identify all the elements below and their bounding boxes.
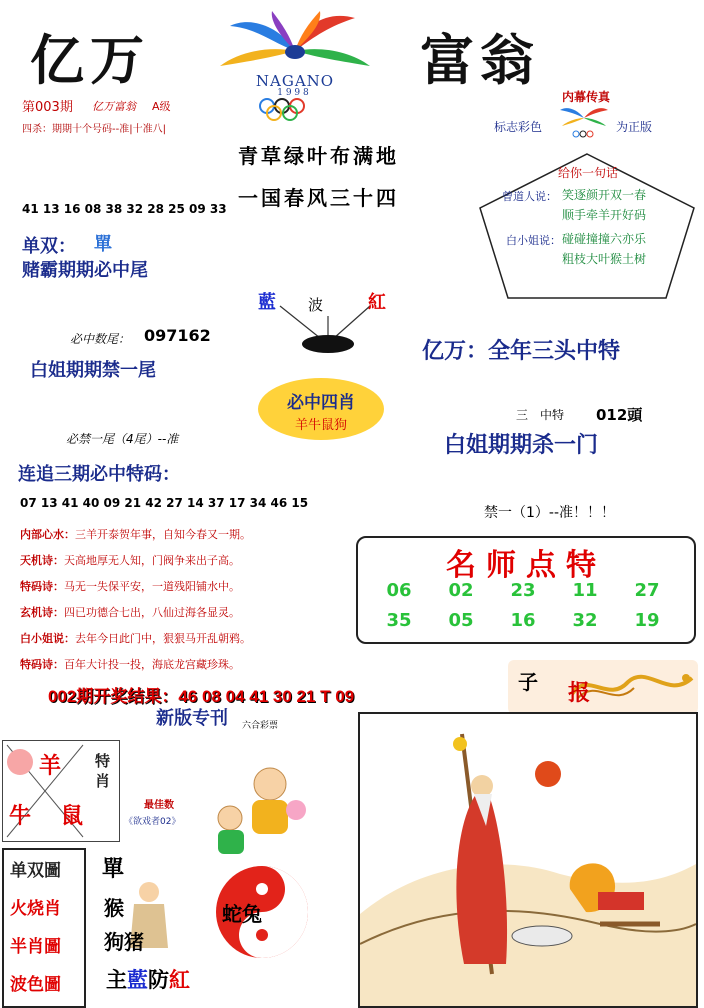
sentence-title: 给你一句话: [558, 166, 619, 180]
poem-label: 玄机诗：: [20, 606, 64, 619]
couplet-line1: 青草绿叶布满地: [238, 144, 399, 168]
badge-sub: 《欲戏者02》: [124, 817, 181, 827]
children-icon: [200, 760, 310, 860]
badge-title: 最佳数: [144, 800, 174, 811]
animal-niu: 牛: [9, 803, 32, 829]
zhuankan-logo: [156, 704, 296, 734]
speaker-1: 曾道人说：: [502, 190, 557, 203]
santou-slogan: 白姐期期杀一门: [444, 433, 599, 458]
best-badge: [124, 796, 208, 836]
yinyang: [212, 862, 312, 962]
poem-text: 四已功德合七出，八仙过海各显灵。: [64, 606, 240, 619]
sixiao-title: 必中四肖: [287, 393, 355, 413]
mingshi-title: 名师点特: [446, 548, 606, 583]
poem-label: 特码诗：: [20, 658, 64, 671]
shuwei-slogan: 白姐期期禁一尾: [30, 360, 156, 381]
issue-grade: A级: [152, 100, 171, 113]
danshuang-slogan: 赌霸期期必中尾: [22, 260, 148, 281]
bose-blue: 藍: [258, 292, 276, 313]
jinyiwei-text: 必禁一尾（4尾）--准: [66, 432, 179, 446]
couplet-line2: 一国春风三十四: [238, 186, 399, 210]
poem-label: 天机诗：: [20, 554, 64, 567]
sentence-2b: 粗枝大叶猴土树: [562, 252, 647, 266]
poem-list: [20, 526, 360, 682]
zibao-banner: [508, 660, 698, 714]
poem-line: [20, 604, 360, 630]
mingshi-number: 23: [510, 580, 536, 601]
result-text: 002期开奖结果：46 08 04 41 30 21 T 09: [48, 687, 355, 706]
tu-row-1: 单双圖: [10, 861, 61, 881]
nagano-logo: [210, 6, 380, 124]
sentence-1a: 笑逐颜开双一春: [562, 188, 647, 202]
flower-logo-icon: [210, 6, 380, 124]
logo-year: 1 9 9 8: [277, 88, 309, 98]
tu-row-4: 波色圖: [10, 975, 61, 995]
neimu-title: 内幕传真: [562, 90, 611, 104]
mingshi-row-2: [368, 610, 678, 631]
logo-text: NAGANO: [255, 72, 335, 90]
issue-number: 第003期: [22, 100, 73, 115]
zhufang-line: [106, 964, 190, 994]
issue-note: 四杀：期期十个号码--准|十准八|: [22, 124, 166, 135]
zhuankan-sub: 六合彩票: [242, 721, 279, 731]
poem-label: 内部心水：: [20, 528, 75, 541]
poem-line: [20, 526, 360, 552]
santou-label: 三 中特: [516, 408, 565, 422]
numbers-row-1: 41 13 16 08 38 32 28 25 09 33: [22, 202, 227, 216]
lianzhui-title: 连追三期必中特码：: [18, 464, 180, 485]
hou-text: 猴: [104, 896, 124, 920]
danshuang-value: 單: [94, 234, 112, 255]
sentence-box: [476, 150, 698, 302]
mingshi-row-1: [368, 580, 678, 601]
goupig-text: 狗猪: [104, 930, 144, 954]
poem-line: [20, 656, 360, 682]
mingshi-number: 35: [386, 610, 412, 631]
sixiao-animals: 羊牛鼠狗: [294, 418, 347, 433]
mingshi-number: 16: [510, 610, 536, 631]
zibao-bao: 报: [568, 680, 591, 706]
dan-text: 單: [102, 856, 125, 882]
shuwei-label: 必中数尾：: [70, 332, 131, 346]
poem-text: 天高地厚无人知，门阀争来出子高。: [64, 554, 240, 567]
sentence-1b: 顺手牵羊开好码: [562, 208, 647, 222]
center-bottom: [84, 848, 204, 1004]
scene-illustration: [358, 712, 698, 1008]
mingshi-box: [356, 536, 696, 644]
poem-label: 特码诗：: [20, 580, 64, 593]
shuwei-value: 097162: [144, 326, 211, 345]
animal-panel: [2, 740, 120, 842]
speaker-2: 白小姐说：: [506, 234, 561, 247]
tu-box: [2, 848, 86, 1008]
santou-value: 012頭: [596, 406, 643, 424]
poem-text: 马无一失保平安，一道残阳铺水中。: [64, 580, 240, 593]
poem-line: [20, 630, 360, 656]
poem-line: [20, 552, 360, 578]
sentence-2a: 碰碰撞撞六亦乐: [562, 232, 647, 246]
title-left: 亿万: [30, 28, 150, 92]
animal-yang: 羊: [39, 753, 62, 779]
title-right: 富翁: [420, 28, 540, 92]
mingshi-number: 19: [634, 610, 660, 631]
mingshi-number: 32: [572, 610, 598, 631]
bose-wave: 波: [308, 296, 324, 314]
cake-icon: [7, 749, 33, 775]
issue-brand: 亿万富翁: [92, 100, 136, 113]
animal-shu: 鼠: [61, 803, 84, 829]
quannian-text: 亿万：全年三头中特: [422, 339, 621, 364]
old-man-scene-icon: [360, 714, 696, 1006]
poem-text: 百年大计投一投，海底龙宫藏珍珠。: [64, 658, 240, 671]
sixiao-badge: [258, 378, 384, 440]
mingshi-number: 11: [572, 580, 598, 601]
poem-label: 白小姐说：: [20, 632, 75, 645]
bose-diagram: [250, 282, 400, 362]
kids-illustration: [200, 760, 310, 860]
poem-text: 去年今日此门中，狠狠马开乱朝鸦。: [75, 632, 251, 645]
zibao-zi: 子: [518, 670, 538, 694]
tu-row-2: 火烧肖: [10, 899, 61, 919]
poem-text: 三羊开泰贺年事，自知今春又一期。: [75, 528, 251, 541]
danshuang-label: 单双：: [22, 236, 76, 257]
zhuankan-title: 新版专刊: [156, 708, 228, 729]
zhu-text: 主: [106, 967, 127, 992]
vertical-label: 特肖: [95, 752, 111, 790]
lan-text: 藍: [127, 967, 148, 992]
tu-row-3: 半肖圖: [10, 937, 61, 957]
neimu-label-right: 为正版: [616, 120, 653, 134]
jinyi-text: 禁一（1）--准！！！: [484, 505, 616, 521]
mingshi-number: 05: [448, 610, 474, 631]
yinyang-text: 蛇兔: [222, 902, 262, 926]
mingshi-number: 06: [386, 580, 412, 601]
bose-red: 紅: [368, 292, 386, 313]
poem-line: [20, 578, 360, 604]
hong-text: 紅: [169, 967, 190, 992]
mingshi-number: 02: [448, 580, 474, 601]
numbers-row-2: 07 13 41 40 09 21 42 27 14 37 17 34 46 15: [20, 496, 309, 510]
mingshi-number: 27: [634, 580, 660, 601]
neimu-label-left: 标志彩色: [494, 120, 543, 134]
fang-text: 防: [148, 967, 169, 992]
mini-logo-icon: [556, 104, 612, 144]
